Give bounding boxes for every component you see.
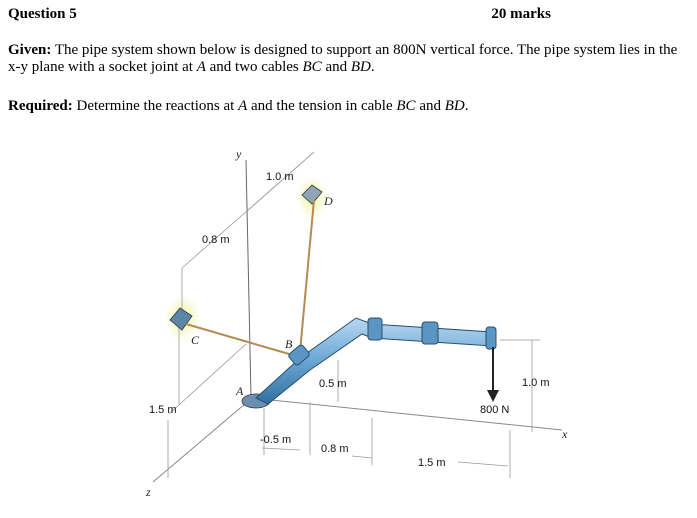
given-text-1: The pipe system shown below is designed to support an 800N vertical force. The pipe system lies in the x-y plane with a socket joint at bbox=[8, 42, 678, 75]
load-arrowhead bbox=[487, 390, 499, 402]
cable-bc bbox=[186, 324, 296, 356]
given-label: Given: bbox=[8, 42, 52, 58]
required-cable-bc: BC bbox=[396, 98, 416, 114]
cable-bd bbox=[300, 200, 314, 352]
y-axis-line bbox=[246, 160, 251, 397]
required-text-4: . bbox=[464, 98, 469, 114]
load-label: 800 N bbox=[480, 404, 510, 416]
given-text-4: . bbox=[370, 59, 375, 75]
dim-1-5-left: 1.5 m bbox=[149, 404, 177, 416]
x-axis-label: x bbox=[562, 427, 568, 441]
pipe bbox=[256, 318, 496, 404]
point-b-label: B bbox=[285, 337, 293, 351]
given-text-3: and bbox=[321, 59, 351, 75]
z-axis-label: z bbox=[146, 485, 151, 499]
dim-1-5-bottom: 1.5 m bbox=[418, 457, 446, 469]
required-cable-bd: BD bbox=[444, 98, 465, 114]
point-d-label: D bbox=[324, 194, 333, 208]
dim-0-5-bottom: -0.5 m bbox=[260, 434, 292, 446]
dim-0-8-left: 0.8 m bbox=[202, 234, 230, 246]
y-axis-label: y bbox=[236, 147, 242, 161]
question-marks: 20 marks bbox=[491, 6, 551, 22]
dim-0-8-bottom: 0.8 m bbox=[321, 443, 349, 455]
given-point-a: A bbox=[196, 59, 206, 75]
required-text-3: and bbox=[415, 98, 445, 114]
given-text-2: and two cables bbox=[205, 59, 303, 75]
required-label: Required: bbox=[8, 98, 73, 114]
point-a-label: A bbox=[236, 384, 244, 398]
required-text-2: and the tension in cable bbox=[247, 98, 397, 114]
given-cable-bc: BC bbox=[302, 59, 322, 75]
point-c-label: C bbox=[191, 333, 200, 347]
dim-1-0-top: 1.0 m bbox=[266, 171, 294, 183]
given-cable-bd: BD bbox=[350, 59, 371, 75]
dim-1-0-right: 1.0 m bbox=[522, 377, 550, 389]
construction-lines bbox=[168, 152, 540, 478]
dim-0-5-vertical: 0.5 m bbox=[319, 378, 347, 390]
required-text-1: Determine the reactions at bbox=[72, 98, 239, 114]
x-axis-line bbox=[252, 398, 562, 430]
question-title: Question 5 bbox=[8, 6, 77, 22]
required-point-a: A bbox=[238, 98, 248, 114]
